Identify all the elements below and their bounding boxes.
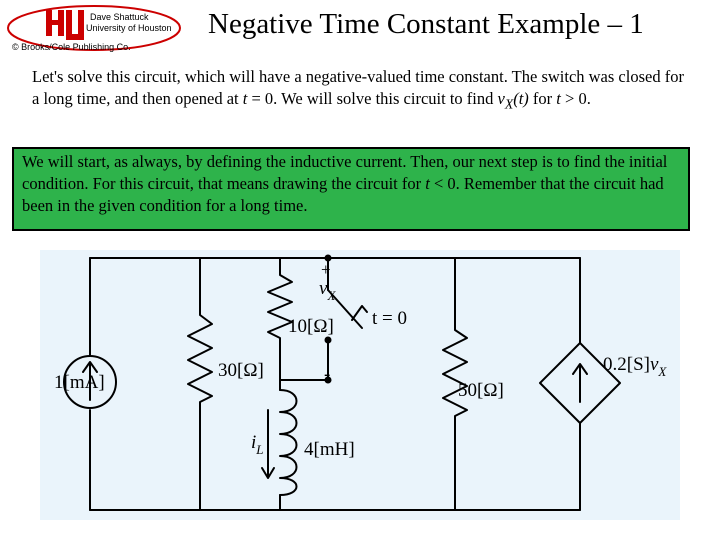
logo-university: University of Houston (86, 23, 172, 33)
r10-label: 10[Ω] (288, 316, 334, 337)
intro-t-2: t (556, 89, 561, 108)
intro-paragraph (32, 66, 692, 115)
callout-text-2: < 0. Remember that the circuit had been in the given condition for a long time. (22, 174, 664, 215)
r50-label: 50[Ω] (458, 380, 504, 401)
intro-text-1: Let's solve this circuit, which will have a negative-valued time constant. The switch was closed for a long time, and then opened at (32, 67, 684, 108)
intro-text-4: > 0. (560, 89, 591, 108)
intro-t-1: t (242, 89, 248, 108)
circuit-diagram (40, 250, 680, 520)
source-label: 1[mA] (54, 372, 105, 393)
vx-variable: $v_X$ (319, 278, 336, 303)
il-variable: $i_L$ (251, 432, 264, 457)
logo-copyright: © Brooks/Cole Publishing Co. (12, 42, 131, 52)
node-switch (325, 337, 332, 344)
circuit-background (40, 250, 680, 520)
switch-label: t = 0 (372, 308, 407, 329)
callout-t: t (425, 174, 430, 193)
circuit-svg (40, 250, 680, 520)
dependent-source-label: $0.2[S]v_X$ (603, 354, 667, 379)
intro-text-3: for (528, 89, 557, 108)
vx-plus-sign: + (321, 260, 331, 279)
r30-label: 30[Ω] (218, 360, 264, 381)
inductor-label: 4[mH] (304, 439, 355, 460)
vx-minus-sign: - (324, 364, 331, 385)
intro-vx: $v_X(t)$ (497, 89, 529, 112)
logo (6, 4, 182, 54)
intro-text-2: = 0. We will solve this circuit to find (247, 89, 498, 108)
slide-title: Negative Time Constant Example – 1 (208, 8, 644, 40)
uh-monogram-icon (46, 10, 84, 40)
callout-box (12, 147, 690, 231)
callout-text-1: We will start, as always, by defining the inductive current. Then, our next step is to find the initial condition. For this circuit, that means drawing the circuit for (22, 152, 668, 193)
logo-name: Dave Shattuck (90, 12, 149, 22)
